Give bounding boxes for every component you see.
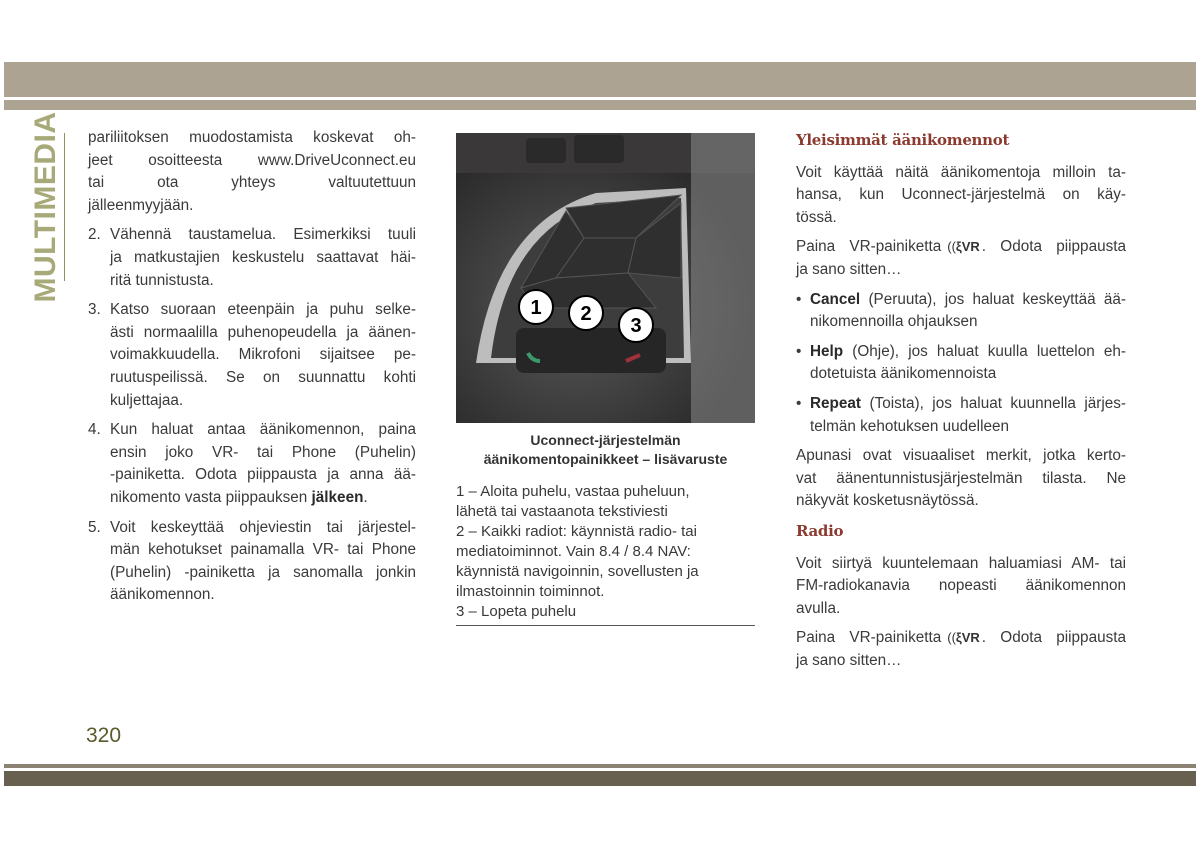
text: Voit keskeyttää ohjeviestin tai järjestel-	[110, 518, 416, 536]
callout-2: 2	[580, 303, 592, 325]
text: Paina VR-painiketta	[796, 238, 942, 256]
text: dotetuista äänikomennoista	[810, 365, 997, 383]
text: tössä.	[796, 208, 837, 226]
text-line	[796, 468, 1126, 491]
text-line	[796, 289, 1126, 312]
legend-line: ilmastoinnin toiminnot.	[456, 583, 605, 600]
vr-label: VR	[961, 630, 980, 646]
paragraph	[796, 162, 1126, 230]
paragraph	[796, 445, 1126, 513]
steering-wheel-photo	[456, 133, 755, 423]
text-line	[796, 259, 1126, 282]
text: .	[363, 488, 368, 506]
bullet-item	[796, 289, 1126, 334]
vr-voice-icon: ((ξVR	[947, 239, 980, 255]
bullet-item	[796, 341, 1126, 386]
section-tab-label: MULTIMEDIA	[29, 111, 62, 303]
legend-line: 1 – Aloita puhelu, vastaa puheluun,	[456, 483, 690, 500]
legend-line: 2 – Kaikki radiot: käynnistä radio- tai	[456, 523, 697, 540]
item-number: 4.	[88, 421, 101, 439]
text: kuljettajaa.	[110, 391, 184, 409]
text-line	[88, 150, 416, 173]
text-line	[88, 344, 416, 367]
text: ruutuspeilissä. Se on suunnattu kohti	[110, 368, 416, 386]
text: Voit käyttää näitä äänikomentoja milloin ta-	[796, 163, 1126, 181]
text-line	[88, 299, 416, 322]
text: ja matkustajien keskustelu saattavat häi-	[110, 248, 416, 266]
text-line	[88, 562, 416, 585]
section-heading: Radio	[796, 521, 844, 540]
bold-term: jälkeen	[311, 488, 364, 506]
text-line	[796, 490, 1126, 513]
bold-term: Help	[810, 342, 844, 360]
text-line	[88, 442, 416, 465]
text-line	[88, 224, 416, 247]
text-line	[88, 195, 416, 218]
text-line	[796, 236, 1126, 259]
text-line	[88, 517, 416, 540]
text: Paina VR-painiketta	[796, 629, 942, 647]
text: voimakkuudella. Mikrofoni sijaitsee pe-	[110, 346, 416, 364]
text-line	[796, 184, 1126, 207]
legend-line: 3 – Lopeta puhelu	[456, 603, 577, 620]
numbered-item	[88, 299, 416, 412]
text-line	[796, 363, 1126, 386]
text: (Ohje), jos haluat kuulla luettelon eh-	[843, 342, 1126, 360]
page-number: 320	[86, 724, 122, 747]
paragraph	[796, 236, 1126, 281]
bold-term: Repeat	[810, 394, 862, 412]
vr-label: VR	[961, 239, 980, 255]
text: ritä tunnistusta.	[110, 271, 214, 289]
text: män kehotukset painamalla VR- tai Phone	[110, 541, 416, 559]
bullet: •	[796, 342, 802, 360]
bullet: •	[796, 394, 802, 412]
text-line	[88, 322, 416, 345]
text-line	[796, 162, 1126, 185]
text: (Toista), jos haluat kuunnella järjes-	[861, 394, 1126, 412]
text: äänikomennon.	[110, 586, 215, 604]
text-line	[88, 127, 416, 150]
footer-line	[4, 764, 1196, 768]
section-heading: Yleisimmät äänikomennot	[796, 131, 1010, 149]
text: (Puhelin) -painiketta ja sanomalla jonkin	[110, 563, 416, 581]
text-line	[796, 575, 1126, 598]
caption-line: äänikomentopainikkeet – lisävaruste	[483, 451, 728, 467]
text: nikomennoilla ohjauksen	[810, 313, 978, 331]
callout-3: 3	[630, 315, 642, 337]
text-line	[796, 627, 1126, 650]
text: hansa, kun Uconnect-järjestelmä on käy-	[796, 186, 1126, 204]
text: jälleenmyyjään.	[88, 196, 194, 214]
legend-line: käynnistä navigoinnin, sovellusten ja	[456, 563, 699, 580]
left-column	[88, 127, 416, 614]
text: Voit siirtyä kuuntelemaan haluamiasi AM- tai	[796, 554, 1126, 572]
paragraph	[796, 553, 1126, 621]
text-line	[88, 464, 416, 487]
figure-legend	[456, 482, 755, 626]
vr-voice-icon: ((ξVR	[947, 630, 980, 646]
text-line	[796, 416, 1126, 439]
figure-caption	[456, 431, 755, 469]
text-line	[796, 393, 1126, 416]
text: . Odota piippausta	[981, 629, 1126, 647]
text: tai ota yhteys valtuutettuun	[88, 174, 416, 192]
bullet: •	[796, 290, 802, 308]
numbered-item	[88, 517, 416, 607]
text: Apunasi ovat visuaaliset merkit, jotka kerto-	[796, 447, 1126, 465]
numbered-item	[88, 224, 416, 292]
text: jeet osoitteesta www.DriveUconnect.eu	[88, 151, 416, 169]
paragraph	[88, 127, 416, 217]
text-line	[88, 172, 416, 195]
text: telmän kehotuksen uudelleen	[810, 417, 1010, 435]
text: ästi normaalilla puhenopeudella ja äänen-	[110, 323, 416, 341]
text: Vähennä taustamelua. Esimerkiksi tuuli	[110, 226, 416, 244]
text: . Odota piippausta	[981, 238, 1126, 256]
header-band	[4, 62, 1196, 97]
legend-line: mediatoiminnot. Vain 8.4 / 8.4 NAV:	[456, 543, 691, 560]
text-line	[88, 270, 416, 293]
text: ja sano sitten…	[796, 651, 902, 669]
text: ensin joko VR- tai Phone (Puhelin)	[110, 443, 416, 461]
text: Katso suoraan eteenpäin ja puhu selke-	[110, 301, 416, 319]
header-band-strip	[4, 100, 1196, 110]
bold-term: Cancel	[810, 290, 861, 308]
caption-line: Uconnect-järjestelmän	[530, 432, 681, 448]
item-number: 3.	[88, 301, 101, 319]
text: -painiketta. Odota piippausta ja anna ää-	[110, 466, 416, 484]
bullet-item	[796, 393, 1126, 438]
text: vat äänentunnistusjärjestelmän tilasta. Ne	[796, 469, 1126, 487]
callout-1: 1	[530, 297, 542, 319]
text: näkyvät kosketusnäytössä.	[796, 492, 979, 510]
text-line	[796, 650, 1126, 673]
text-line	[88, 419, 416, 442]
text-line	[88, 367, 416, 390]
text: FM-radiokanavia nopeasti äänikomennon	[796, 577, 1126, 595]
text: nikomento vasta piippauksen	[110, 488, 312, 506]
text-line	[88, 487, 416, 510]
footer-band	[4, 771, 1196, 786]
text: avulla.	[796, 599, 841, 617]
paragraph	[796, 627, 1126, 672]
text-line	[88, 539, 416, 562]
text: Kun haluat antaa äänikomennon, paina	[110, 421, 416, 439]
text-line	[796, 598, 1126, 621]
right-column	[796, 129, 1126, 679]
text: pariliitoksen muodostamista koskevat oh-	[88, 129, 416, 146]
text-line	[88, 247, 416, 270]
legend-line: lähetä tai vastaanota tekstiviesti	[456, 503, 668, 520]
text-line	[88, 390, 416, 413]
text-line	[796, 311, 1126, 334]
numbered-item	[88, 419, 416, 509]
item-number: 5.	[88, 518, 101, 536]
text-line	[796, 207, 1126, 230]
item-number: 2.	[88, 226, 101, 244]
text-line	[796, 445, 1126, 468]
text-line	[88, 584, 416, 607]
text: ja sano sitten…	[796, 260, 902, 278]
text: (Peruuta), jos haluat keskeyttää ää-	[860, 290, 1126, 308]
text-line	[796, 341, 1126, 364]
text-line	[796, 553, 1126, 576]
section-tab	[28, 111, 65, 303]
